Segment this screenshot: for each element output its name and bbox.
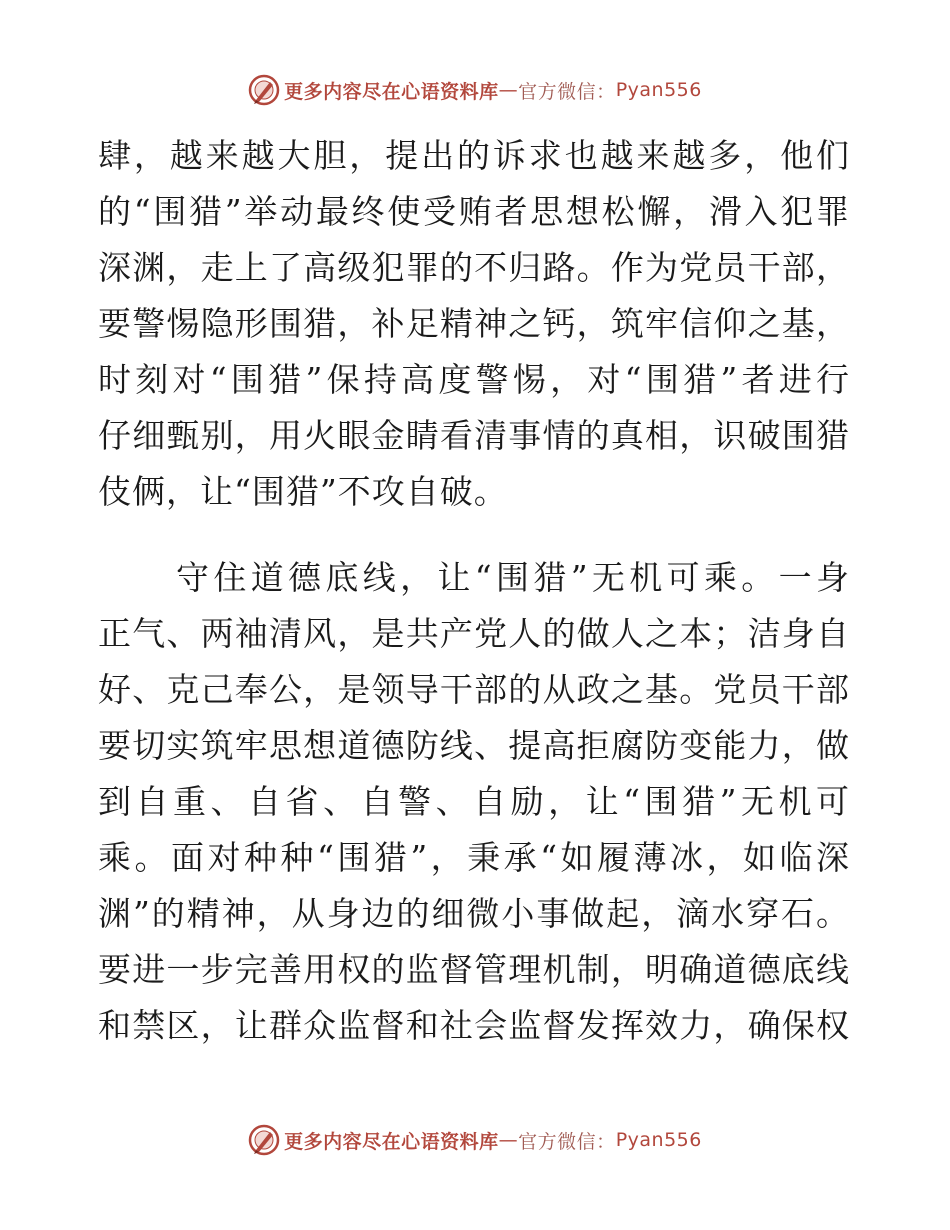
- text-line: 伎俩，让“围猎”不攻自破。: [98, 472, 508, 511]
- text-line: 好、克己奉公，是领导干部的从政之基。党员干部: [98, 670, 850, 709]
- text-line: 和禁区，让群众监督和社会监督发挥效力，确保权: [98, 1006, 850, 1045]
- text-line: 守住道德底线，让“围猎”无机可乘。一身: [176, 558, 850, 597]
- text-line: 要进一步完善用权的监督管理机制，明确道德底线: [98, 950, 850, 989]
- document-body: [98, 128, 850, 1054]
- paragraph-spacer: [98, 520, 850, 550]
- watermark-wechat-id: Pyan556: [615, 79, 702, 101]
- paragraph-2: [98, 550, 850, 1054]
- watermark-label: 官方微信：: [518, 80, 616, 103]
- watermark-dash: —: [498, 1129, 519, 1151]
- text-line: 要切实筑牢思想道德防线、提高拒腐防变能力，做: [98, 726, 850, 765]
- text-line: 乘。面对种种“围猎”，秉承“如履薄冰，如临深: [98, 838, 850, 877]
- pen-logo-icon: [248, 74, 280, 106]
- text-line: 渊”的精神，从身边的细微小事做起，滴水穿石。: [98, 894, 850, 933]
- text-line: 到自重、自省、自警、自励，让“围猎”无机可: [98, 782, 850, 821]
- text-line: 正气、两袖清风，是共产党人的做人之本；洁身自: [98, 614, 850, 653]
- watermark-brand: 更多内容尽在心语资料库: [284, 1130, 499, 1153]
- text-line: 的“围猎”举动最终使受贿者思想松懈，滑入犯罪: [98, 192, 850, 231]
- paragraph-1: [98, 128, 850, 520]
- text-line: 时刻对“围猎”保持高度警惕，对“围猎”者进行: [98, 360, 850, 399]
- watermark-brand: 更多内容尽在心语资料库: [284, 80, 499, 103]
- watermark-header: [0, 70, 950, 110]
- watermark-label: 官方微信：: [518, 1130, 616, 1153]
- text-line: 肆，越来越大胆，提出的诉求也越来越多，他们: [98, 136, 850, 175]
- watermark-dash: —: [498, 79, 519, 101]
- text-line: 仔细甄别，用火眼金睛看清事情的真相，识破围猎: [98, 416, 850, 455]
- pen-logo-icon: [248, 1124, 280, 1156]
- watermark-wechat-id: Pyan556: [615, 1129, 702, 1151]
- text-line: 深渊，走上了高级犯罪的不归路。作为党员干部，: [98, 248, 850, 287]
- text-line: 要警惕隐形围猎，补足精神之钙，筑牢信仰之基，: [98, 304, 850, 343]
- watermark-footer: [0, 1120, 950, 1160]
